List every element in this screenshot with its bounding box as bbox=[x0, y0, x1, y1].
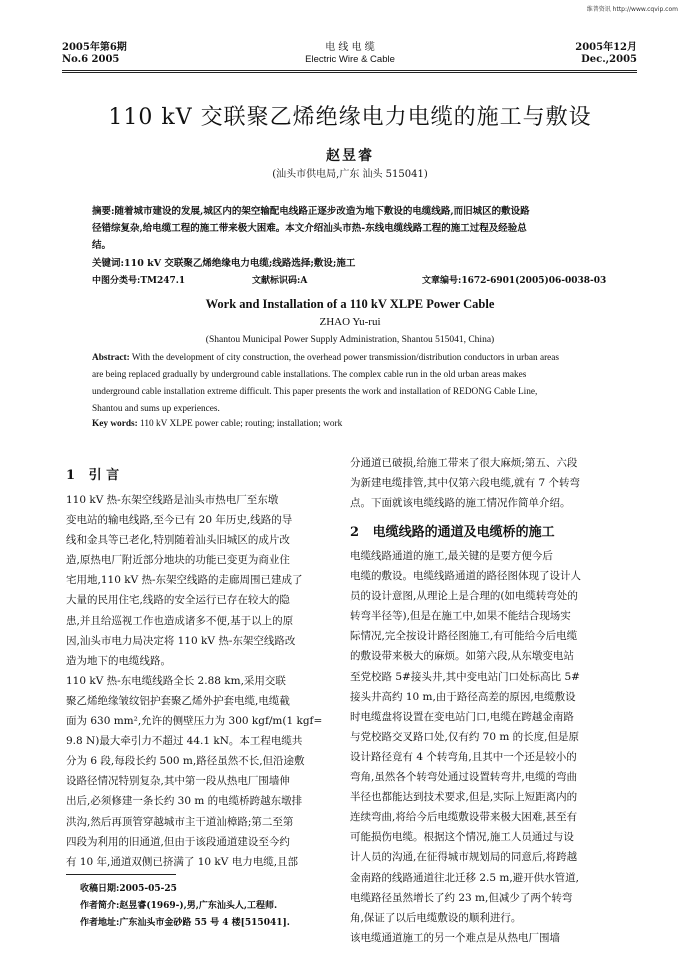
keywords-zh: 关键词:110 kV 交联聚乙烯绝缘电力电缆;线路选择;敷设;施工 bbox=[92, 258, 356, 269]
footnote-address: 作者地址:广东汕头市金砂路 55 号 4 楼[515041]. bbox=[80, 918, 290, 928]
body-text-line: 聚乙烯绝缘皱纹铝护套聚乙烯外护套电缆,电缆截 bbox=[66, 694, 290, 707]
body-text-line: 计人员的沟通,在征得城市规划局的同意后,将跨越 bbox=[350, 851, 578, 864]
body-text-line: 可能损伤电缆。根据这个情况,施工人员通过与设 bbox=[350, 831, 574, 844]
header-issue-en: No.6 2005 bbox=[62, 54, 120, 65]
footnote-bio: 作者简介:赵昱睿(1969-),男,广东汕头人,工程师. bbox=[80, 901, 278, 911]
abstract-en-line-2: are being replaced gradually by underground cable installations. The complex cable run in the old urban areas makes bbox=[92, 370, 527, 380]
body-text-line: 角,保证了以后电缆敷设的顺利进行。 bbox=[350, 911, 522, 924]
header-date-en: Dec.,2005 bbox=[581, 54, 637, 65]
header-date-zh: 2005年12月 bbox=[575, 42, 637, 53]
section-1-heading: 1 引 言 bbox=[66, 468, 120, 483]
body-text-line: 造,原热电厂附近部分地块的功能已变更为商业住 bbox=[66, 554, 290, 567]
body-text-line: 半径也都能达到技术要求,但是,实际上短距离内的 bbox=[350, 791, 578, 804]
body-text-line: 弯角,虽然各个转弯处通过设置转弯井,电缆的弯曲 bbox=[350, 771, 578, 784]
section-2-heading: 2 电缆线路的通道及电缆桥的施工 bbox=[350, 525, 555, 540]
body-text-line: 至党校路 5#接头井,其中变电站门口处标高比 5# bbox=[350, 670, 580, 683]
body-text-line: 线和金具等已老化,特别随着汕头旧城区的成片改 bbox=[66, 534, 290, 547]
abstract-en-label: Abstract: bbox=[92, 353, 130, 363]
body-text-line: 电缆的敷设。电缆线路通道的路径图体现了设计人 bbox=[350, 570, 581, 583]
keywords-en: Key words: 110 kV XLPE power cable; routing; installation; work bbox=[92, 419, 343, 429]
body-text-line: 出后,必须修建一条长约 30 m 的电缆桥跨越东墩排 bbox=[66, 795, 303, 808]
right-column-top-body bbox=[350, 453, 634, 513]
affiliation-zh: (汕头市供电局,广东 汕头 515041) bbox=[272, 169, 428, 180]
body-text-line: 分为 6 段,每段长约 500 m,路径虽然不长,但沿途敷 bbox=[66, 755, 305, 768]
body-text-line: 与党校路交叉路口处,仅有约 70 m 的长度,但是原 bbox=[350, 730, 580, 743]
body-text-line: 际情况,完全按设计路径图施工,有可能给今后电缆 bbox=[350, 630, 578, 643]
article-number: 文章编号:1672-6901(2005)06-0038-03 bbox=[422, 276, 607, 286]
body-text-line: 分通道已破损,给施工带来了很大麻烦;第五、六段 bbox=[350, 457, 578, 469]
article-title-zh: 110 kV 交联聚乙烯绝缘电力电缆的施工与敷设 bbox=[108, 105, 592, 130]
body-text-line: 转弯半径等),但是在施工中,如果不能结合现场实 bbox=[350, 610, 571, 623]
body-text-line: 四段为利用的旧通道,但由于该段通道建设至今约 bbox=[66, 835, 290, 848]
body-text-line: 宅用地,110 kV 热-东架空线路的走廊周围已建成了 bbox=[66, 574, 303, 587]
footnote-rule bbox=[66, 874, 176, 875]
body-text-line: 电缆线路通道的施工,最关键的是要方便今后 bbox=[350, 550, 553, 562]
header-journal-zh: 电 线 电 缆 bbox=[325, 42, 375, 53]
header-rule-bottom bbox=[62, 72, 637, 73]
keywords-en-label: Key words: bbox=[92, 419, 138, 429]
body-text-line: 接头井高约 10 m,由于路径高差的原因,电缆敷设 bbox=[350, 690, 576, 703]
body-text-line: 有 10 年,通道双侧已挤满了 10 kV 电力电缆,且部 bbox=[66, 855, 299, 868]
keywords-zh-label: 关键词: bbox=[92, 258, 125, 269]
header-issue-zh: 2005年第6期 bbox=[62, 42, 127, 53]
author-en: ZHAO Yu-rui bbox=[319, 316, 381, 328]
left-column-body bbox=[66, 490, 350, 872]
header-rule-top bbox=[62, 70, 637, 71]
body-text-line: 的敷设带来极大的麻烦。如第六段,从东墩变电站 bbox=[350, 650, 574, 663]
corner-watermark-text: 维普资讯 http://www.cqvip.com bbox=[586, 6, 678, 13]
body-text-line: 设计路径竟有 4 个转弯角,且其中一个还是较小的 bbox=[350, 750, 577, 763]
header-journal-en: Electric Wire & Cable bbox=[305, 54, 395, 65]
body-text-line: 金南路的线路通道往北迁移 2.5 m,避开供水管道, bbox=[350, 871, 580, 884]
body-text-line: 因,汕头市电力局决定将 110 kV 热-东架空线路改 bbox=[66, 634, 296, 647]
affiliation-en: (Shantou Municipal Power Supply Administration, Shantou 515041, China) bbox=[205, 335, 495, 345]
body-text-line: 洪沟,然后再顶管穿越城市主干道汕樟路;第二至第 bbox=[66, 815, 294, 828]
body-text-line: 变电站的输电线路,至今已有 20 年历史,线路的导 bbox=[66, 514, 293, 527]
body-text-line: 患,并且给巡视工作也造成诸多不便,基于以上的原 bbox=[66, 614, 294, 627]
abstract-en-line-3: underground cable installation extreme difficult. This paper presents the work and installation of REDONG Cable Line, bbox=[92, 387, 538, 397]
body-text-line: 电缆路径虽然增长了约 23 m,但减少了两个转弯 bbox=[350, 891, 573, 904]
body-text-line: 时电缆盘将设置在变电站门口,电缆在跨越金南路 bbox=[350, 710, 574, 723]
body-text-line: 9.8 N)最大牵引力不超过 44.1 kN。本工程电缆共 bbox=[66, 735, 303, 748]
abstract-en-line-1: Abstract: With the development of city construction, the overhead power transmission/distribution conductors in urban areas bbox=[92, 353, 560, 363]
abstract-en-line-4: Shantou and sums up experiences. bbox=[92, 404, 220, 414]
body-text-line: 设路径情况特别复杂,其中第一段从热电厂围墙伸 bbox=[66, 775, 290, 788]
body-text-line: 110 kV 热-东电缆线路全长 2.88 km,采用交联 bbox=[66, 674, 286, 687]
right-column-body bbox=[350, 546, 634, 948]
author-zh: 赵昱睿 bbox=[326, 148, 374, 164]
body-text-line: 员的设计意图,从理论上是合理的(如电缆转弯处的 bbox=[350, 590, 578, 603]
body-text-line: 该电缆通道施工的另一个难点是从热电厂围墙 bbox=[350, 931, 560, 944]
clc-number: 中图分类号:TM247.1 bbox=[92, 276, 186, 286]
body-text-line: 造为地下的电缆线路。 bbox=[66, 654, 171, 667]
abstract-zh-line-3: 结。 bbox=[92, 240, 112, 251]
abstract-zh-label: 摘要: bbox=[92, 206, 115, 217]
footnote-received: 收稿日期:2005-05-25 bbox=[80, 884, 177, 894]
abstract-zh-line-1: 摘要:随着城市建设的发展,城区内的架空输配电线路正逐步改造为地下敷设的电缆线路,而旧城区的敷设路 bbox=[92, 206, 530, 217]
body-text-line: 点。下面就该电缆线路的施工情况作简单介绍。 bbox=[350, 497, 571, 510]
document-code: 文献标识码:A bbox=[252, 276, 308, 286]
abstract-zh-line-2: 径错综复杂,给电缆工程的施工带来极大困难。本文介绍汕头市热-东线电缆线路工程的施工过程及经验总 bbox=[92, 223, 527, 234]
body-text-line: 110 kV 热-东架空线路是汕头市热电厂至东墩 bbox=[66, 494, 279, 506]
article-title-en: Work and Installation of a 110 kV XLPE Power Cable bbox=[205, 297, 495, 311]
body-text-line: 面为 630 mm²,允许的侧壁压力为 300 kgf/m(1 kgf= bbox=[66, 715, 323, 728]
body-text-line: 连续弯曲,将给今后电缆敷设带来极大困难,甚至有 bbox=[350, 811, 578, 824]
body-text-line: 大量的民用住宅,线路的安全运行已存在较大的隐 bbox=[66, 594, 290, 607]
body-text-line: 为新建电缆排管,其中仅第六段电缆,就有 7 个转弯 bbox=[350, 477, 581, 490]
